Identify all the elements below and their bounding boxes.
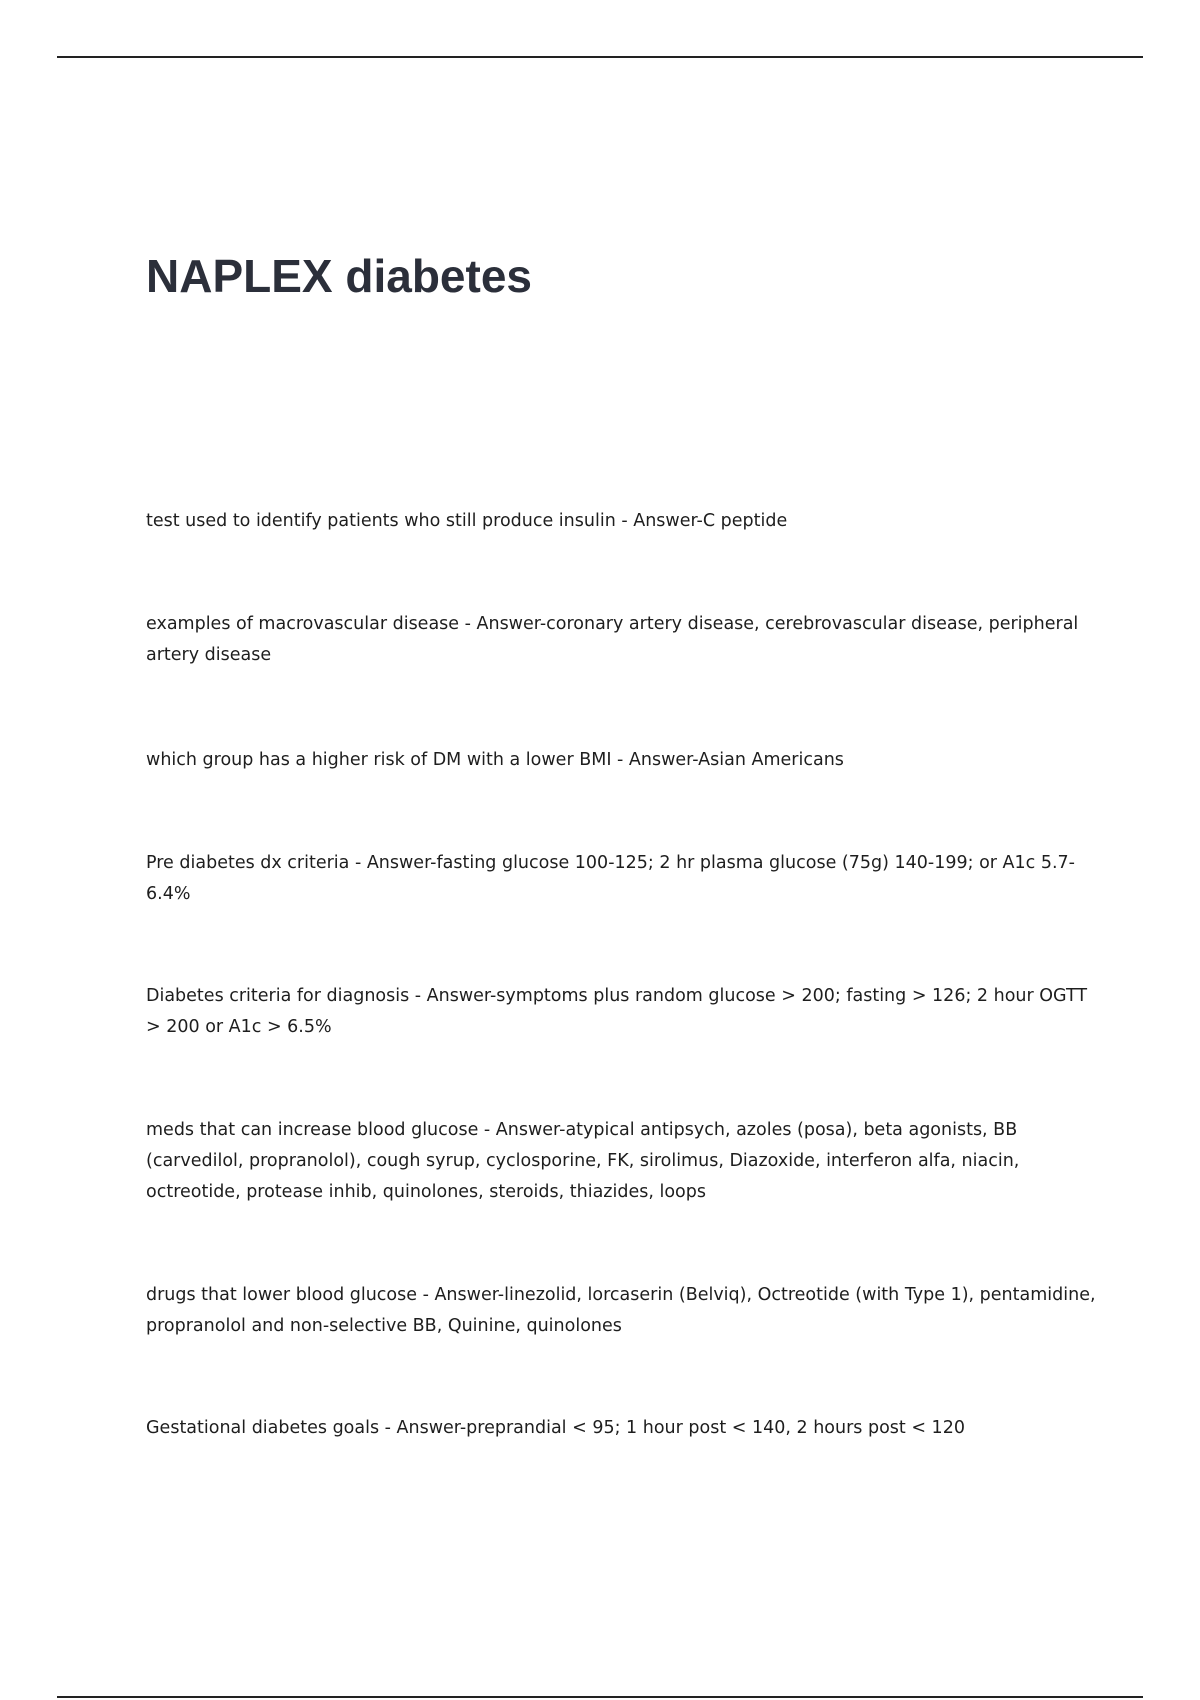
- flashcard-3: which group has a higher risk of DM with a lower BMI - Answer-Asian Americans: [146, 750, 844, 770]
- header-rule: [57, 56, 1143, 58]
- flashcard-2: examples of macrovascular disease - Answer-coronary artery disease, cerebrovascular disease, peripheral artery disease: [146, 614, 1079, 665]
- document-title: NAPLEX diabetes: [146, 250, 532, 302]
- flashcard-5: Diabetes criteria for diagnosis - Answer-symptoms plus random glucose > 200; fasting > 126; 2 hour OGTT > 200 or A1c > 6.5%: [146, 986, 1088, 1037]
- footer-rule: [57, 1696, 1143, 1698]
- flashcard-4: Pre diabetes dx criteria - Answer-fasting glucose 100-125; 2 hr plasma glucose (75g) 140-199; or A1c 5.7-6.4%: [146, 853, 1075, 904]
- flashcard-6: meds that can increase blood glucose - Answer-atypical antipsych, azoles (posa), beta agonists, BB (carvedilol, propranolol), cough syrup, cyclosporine, FK, sirolimus, Diazoxide, interferon alfa, niacin, octreotide, protease inhib, quinolones, steroids, thiazides, loops: [146, 1120, 1020, 1202]
- flashcard-7: drugs that lower blood glucose - Answer-linezolid, lorcaserin (Belviq), Octreotide (with Type 1), pentamidine, propranolol and non-selective BB, Quinine, quinolones: [146, 1285, 1096, 1336]
- flashcard-1: test used to identify patients who still produce insulin - Answer-C peptide: [146, 511, 788, 531]
- flashcard-8: Gestational diabetes goals - Answer-preprandial < 95; 1 hour post < 140, 2 hours post < 120: [146, 1418, 965, 1438]
